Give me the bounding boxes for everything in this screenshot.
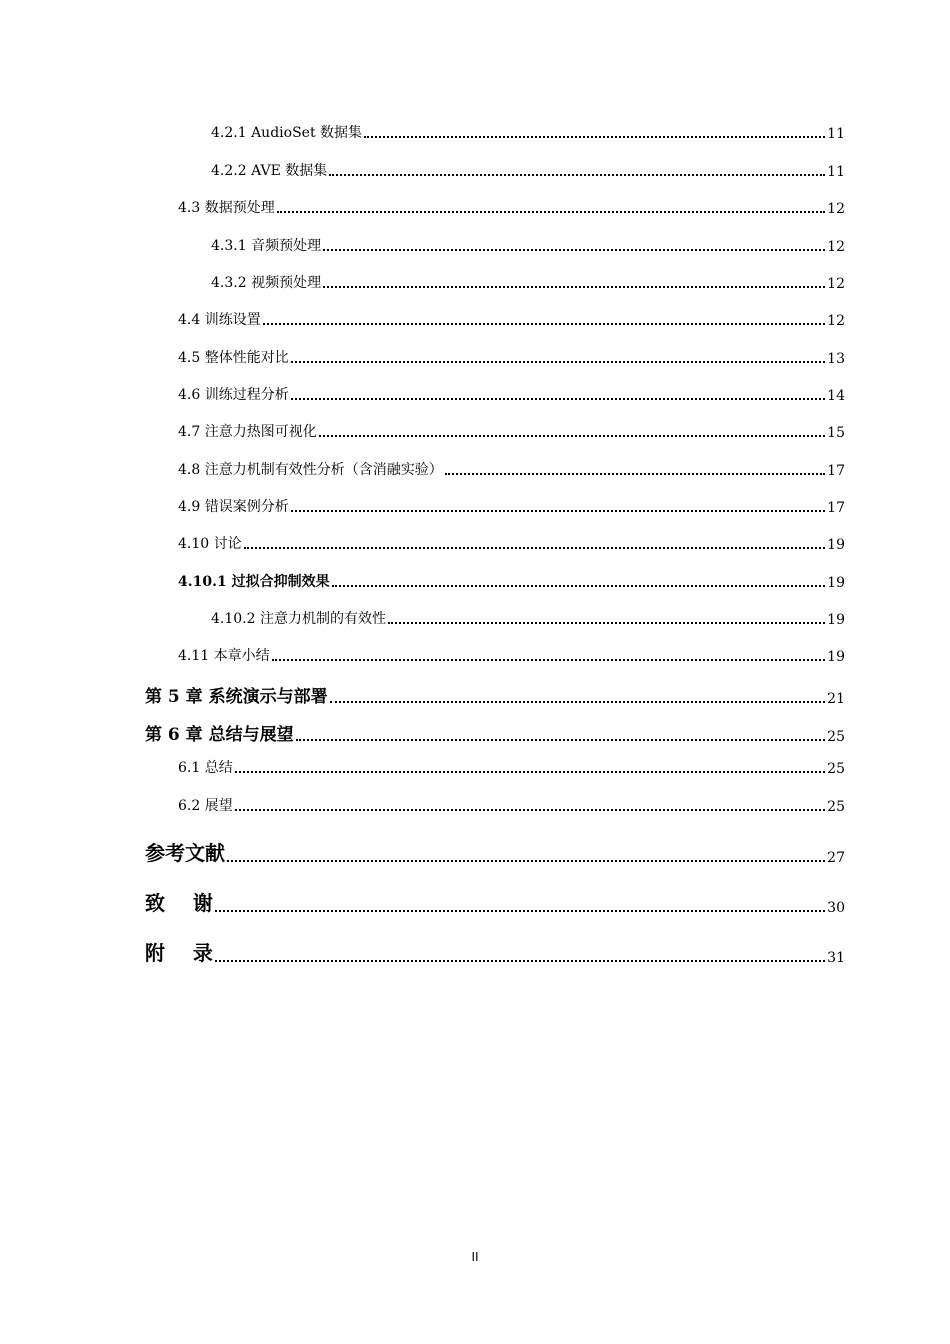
toc-entry-page: 15 (827, 425, 845, 441)
toc-entry-label: 附 录 (145, 941, 213, 965)
toc-entry-page: 19 (827, 537, 845, 553)
toc-entry[interactable] (0, 720, 845, 745)
toc-leader (445, 473, 825, 475)
toc-entry-page: 12 (827, 313, 845, 329)
toc-entry-page: 12 (827, 239, 845, 255)
toc-leader (235, 771, 825, 773)
toc-entry-label: 4.3.2 视频预处理 (211, 275, 322, 291)
toc-entry-label: 4.10.2 注意力机制的有效性 (211, 611, 386, 627)
toc-entry-label: 4.7 注意力热图可视化 (178, 424, 317, 440)
toc-entry-page: 11 (827, 164, 845, 180)
toc-entry[interactable] (0, 197, 845, 217)
toc-entry-page: 25 (827, 799, 845, 815)
toc-leader (272, 659, 826, 661)
toc-entry-label: 4.6 训练过程分析 (178, 387, 289, 403)
toc-leader (319, 435, 825, 437)
toc-entry[interactable] (0, 421, 845, 441)
toc-entry[interactable] (0, 837, 845, 866)
toc-entry-label: 4.2.1 AudioSet 数据集 (211, 125, 363, 141)
toc-entry[interactable] (0, 384, 845, 404)
toc-entry-page: 19 (827, 575, 845, 591)
toc-entry[interactable] (0, 496, 845, 516)
toc-entry[interactable] (0, 533, 845, 553)
page-number: II (471, 1250, 479, 1264)
toc-entry[interactable] (0, 608, 845, 628)
toc-entry-page: 12 (827, 201, 845, 217)
toc-entry-label: 6.1 总结 (178, 760, 233, 776)
toc-entry-page: 21 (827, 691, 845, 707)
toc-leader (296, 739, 826, 741)
toc-entry[interactable] (0, 645, 845, 665)
toc-leader (323, 286, 825, 288)
toc-leader (291, 398, 825, 400)
toc-entry[interactable] (0, 122, 845, 142)
toc-entry[interactable] (0, 795, 845, 815)
toc-entry-page: 14 (827, 388, 845, 404)
toc-entry-page: 17 (827, 463, 845, 479)
toc-entry-label: 致 谢 (145, 891, 213, 915)
toc-entry[interactable] (0, 757, 845, 777)
toc-leader (235, 809, 825, 811)
toc-entry-page: 19 (827, 649, 845, 665)
toc-entry-label: 4.10.1 过拟合抑制效果 (178, 574, 330, 590)
toc-leader (291, 361, 825, 363)
toc-entry[interactable] (0, 235, 845, 255)
toc-entry[interactable] (0, 272, 845, 292)
toc-entry-page: 11 (827, 126, 845, 142)
toc-entry[interactable] (0, 937, 845, 966)
toc-entry-page: 19 (827, 612, 845, 628)
toc-entry-label: 第 6 章 总结与展望 (145, 725, 294, 745)
toc-entry-label: 6.2 展望 (178, 798, 233, 814)
toc-entry-label: 4.9 错误案例分析 (178, 499, 289, 515)
toc-leader (277, 211, 825, 213)
toc-entry-page: 25 (827, 761, 845, 777)
toc-entry[interactable] (0, 571, 845, 591)
toc-entry-page: 30 (827, 900, 845, 916)
toc-entry[interactable] (0, 347, 845, 367)
toc-entry-label: 4.5 整体性能对比 (178, 350, 289, 366)
toc-entry[interactable] (0, 160, 845, 180)
toc-entry[interactable] (0, 309, 845, 329)
toc-entry-page: 27 (827, 850, 845, 866)
toc-entry-label: 4.3.1 音频预处理 (211, 238, 322, 254)
toc-entry-label: 参考文献 (145, 841, 225, 865)
toc-leader (364, 136, 825, 138)
toc-entry-label: 第 5 章 系统演示与部署 (145, 687, 328, 707)
toc-leader (330, 701, 826, 703)
toc-entry[interactable] (0, 887, 845, 916)
toc-entry-label: 4.10 讨论 (178, 536, 242, 552)
toc-leader (263, 323, 825, 325)
toc-entry-page: 17 (827, 500, 845, 516)
toc-entry[interactable] (0, 682, 845, 707)
toc-entry[interactable] (0, 459, 845, 479)
toc-entry-label: 4.8 注意力机制有效性分析（含消融实验） (178, 462, 443, 478)
toc-leader (388, 622, 825, 624)
toc-leader (215, 960, 825, 962)
toc-leader (291, 510, 825, 512)
toc-entry-label: 4.4 训练设置 (178, 312, 261, 328)
toc-leader (215, 910, 825, 912)
toc-entry-page: 12 (827, 276, 845, 292)
toc-entry-page: 31 (827, 950, 845, 966)
toc-leader (227, 860, 825, 862)
toc-entry-label: 4.11 本章小结 (178, 648, 270, 664)
toc-entry-page: 25 (827, 729, 845, 745)
toc-entry-label: 4.2.2 AVE 数据集 (211, 163, 328, 179)
toc-leader (329, 174, 825, 176)
toc-leader (332, 585, 826, 587)
toc-entry-label: 4.3 数据预处理 (178, 200, 275, 216)
toc-entry-page: 13 (827, 351, 845, 367)
toc-leader (244, 547, 826, 549)
toc-leader (323, 249, 825, 251)
